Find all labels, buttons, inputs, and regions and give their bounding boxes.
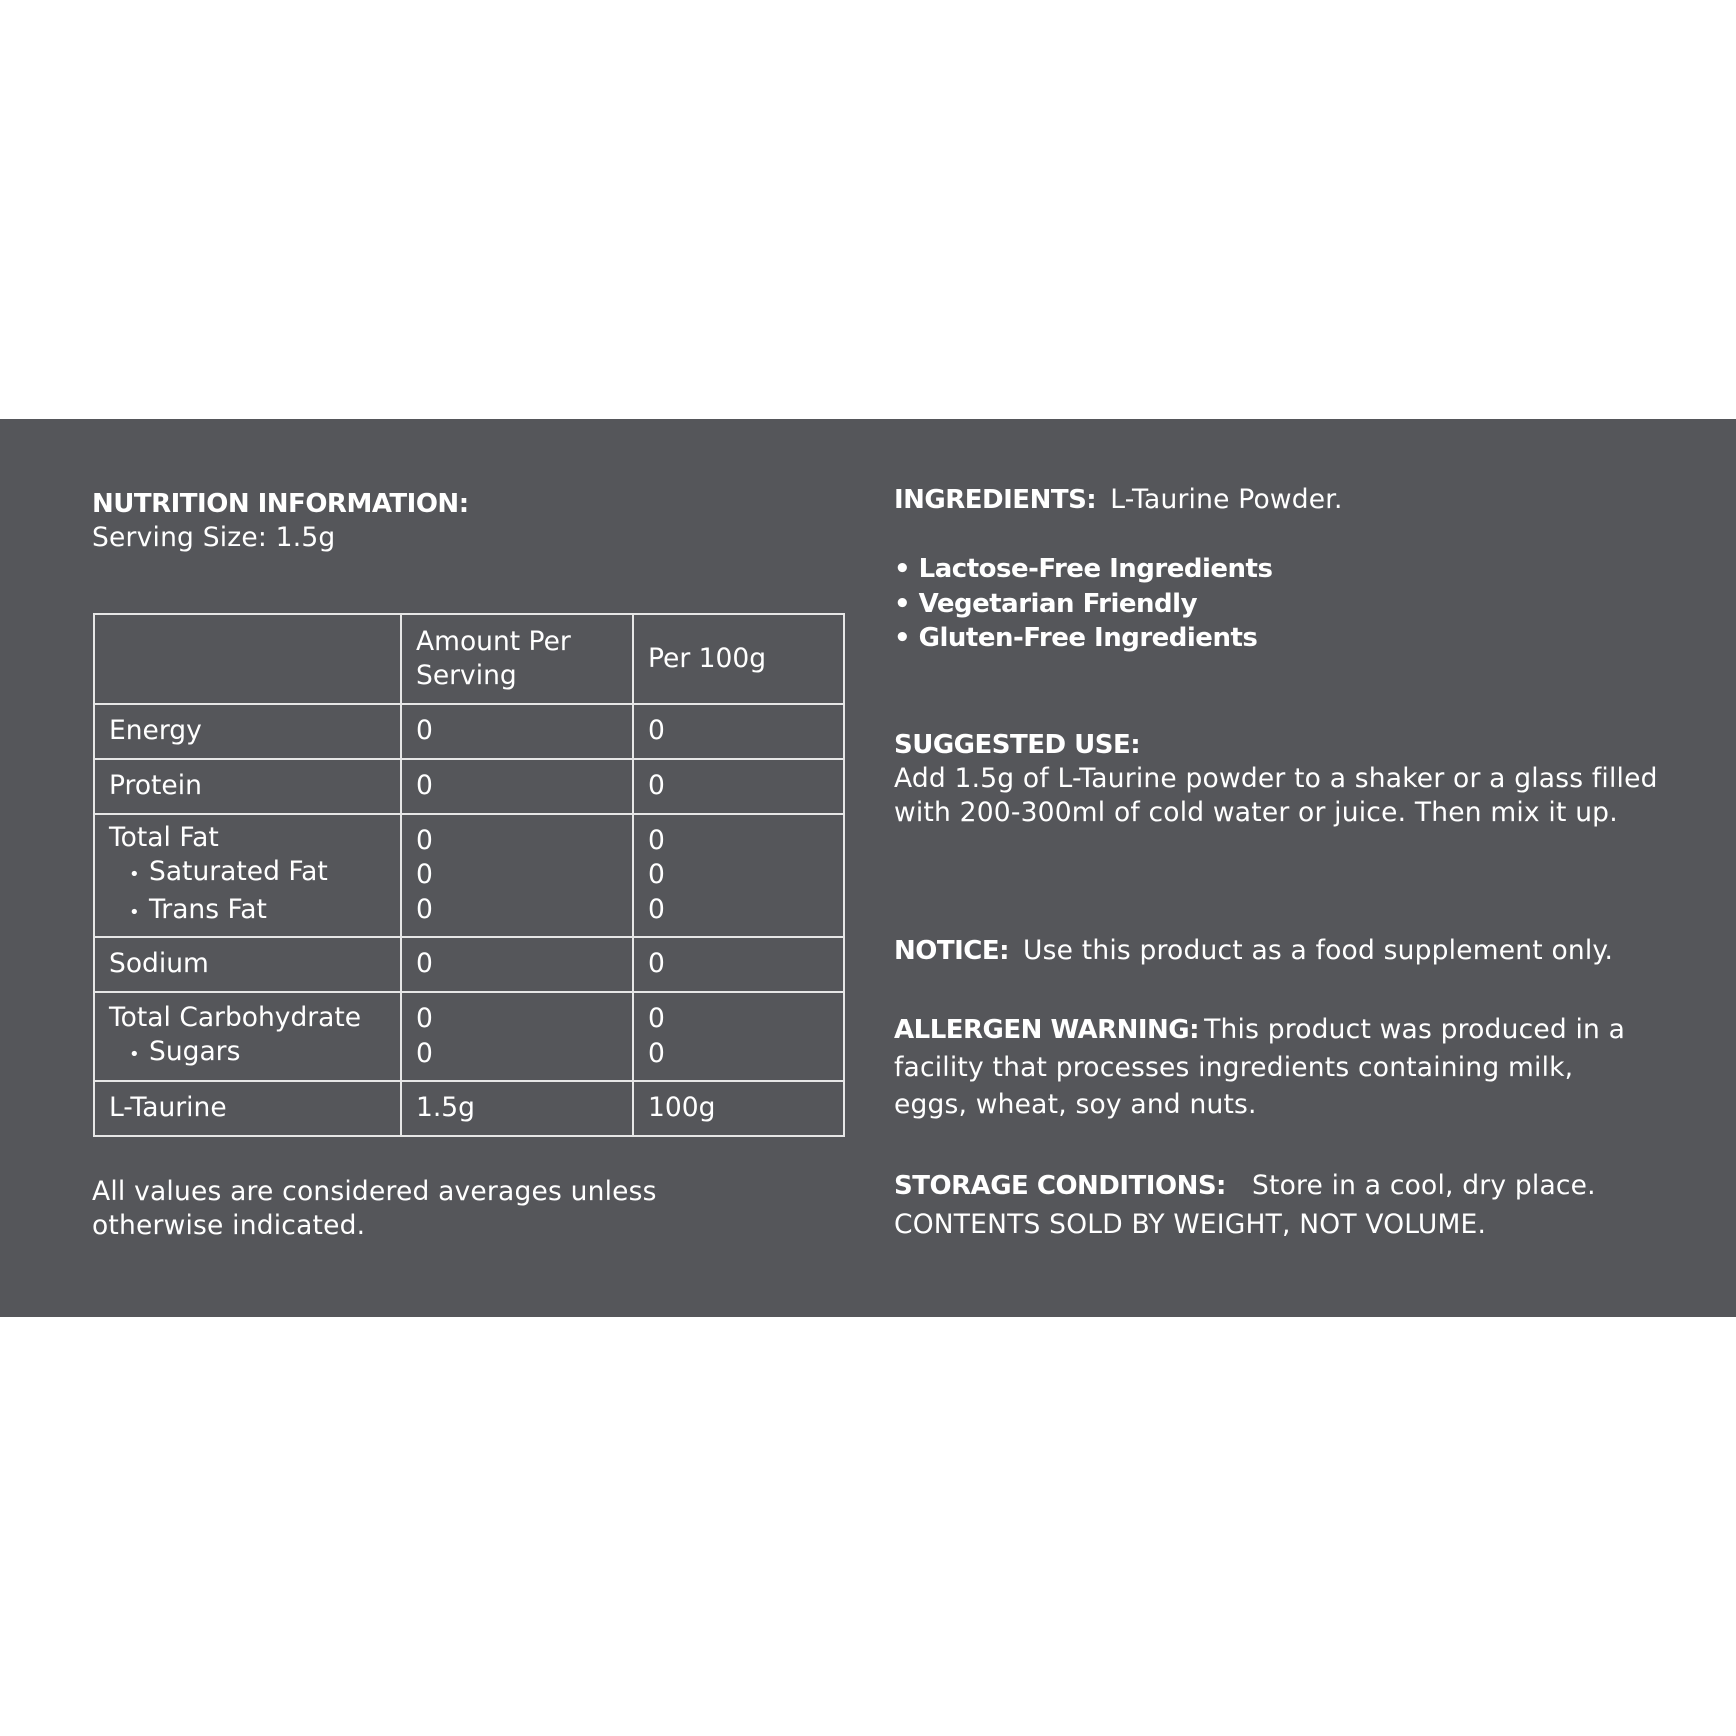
table-row [94, 992, 844, 1081]
row-label-trans-fat-line [109, 893, 386, 931]
feature-vegetarian: • Vegetarian Friendly [894, 588, 1198, 619]
row-label-trans-fat: Trans Fat [149, 893, 267, 925]
header-amount-per-serving-text: Amount Per Serving [416, 625, 571, 691]
row-serving-sugars: 0 [416, 1037, 433, 1069]
row-100g-sugars: 0 [648, 1037, 665, 1069]
table-row [94, 814, 844, 937]
table-row [94, 759, 844, 814]
row-serving-carb-group [401, 992, 633, 1081]
table-row [94, 704, 844, 759]
row-100g-fat-group [633, 814, 844, 937]
row-label-total-fat-group [94, 814, 401, 937]
bullet-icon: • [129, 901, 140, 923]
row-100g-l-taurine: 100g [633, 1081, 844, 1136]
averages-footnote: All values are considered averages unless otherwise indicated. [92, 1176, 657, 1241]
suggested-use-text: Add 1.5g of L-Taurine powder to a shaker or a glass filled with 200-300ml of cold water or juice. Then mix it up. [894, 763, 1658, 828]
label-panel [0, 419, 1736, 1317]
row-serving-total-carbohydrate: 0 [416, 1003, 433, 1034]
row-serving-total-fat: 0 [416, 824, 433, 856]
row-label-sodium: Sodium [94, 937, 401, 992]
row-100g-sodium: 0 [633, 937, 844, 992]
row-serving-sodium: 0 [401, 937, 633, 992]
row-100g-energy: 0 [633, 704, 844, 759]
header-blank [94, 614, 401, 704]
suggested-use-label: SUGGESTED USE: [894, 730, 1141, 760]
row-serving-saturated-fat: 0 [416, 859, 433, 891]
allergen-label: ALLERGEN WARNING: [894, 1015, 1200, 1045]
serving-size: Serving Size: 1.5g [92, 522, 336, 553]
row-serving-protein: 0 [401, 759, 633, 814]
storage-text: Store in a cool, dry place. [1251, 1170, 1596, 1201]
notice-label: NOTICE: [894, 936, 1010, 966]
row-100g-total-fat: 0 [648, 824, 665, 856]
header-amount-per-serving [401, 614, 633, 704]
ingredients-line [894, 483, 1343, 520]
contents-notice: CONTENTS SOLD BY WEIGHT, NOT VOLUME. [894, 1209, 1487, 1240]
table-row [94, 937, 844, 992]
ingredients-label: INGREDIENTS: [894, 485, 1097, 515]
row-label-sugars-line [109, 1035, 386, 1073]
feature-gluten-free: • Gluten-Free Ingredients [894, 623, 1258, 653]
storage-label: STORAGE CONDITIONS: [894, 1171, 1226, 1201]
table-row [94, 1081, 844, 1136]
row-100g-carb-group [633, 992, 844, 1081]
row-serving-energy: 0 [401, 704, 633, 759]
row-100g-protein: 0 [633, 759, 844, 814]
row-serving-l-taurine: 1.5g [401, 1081, 633, 1136]
row-label-saturated-fat: Saturated Fat [149, 856, 328, 888]
bullet-icon: • [129, 864, 140, 886]
row-label-total-carbohydrate: Total Carbohydrate [109, 1001, 362, 1033]
row-label-sugars: Sugars [149, 1036, 241, 1067]
nutrition-title: NUTRITION INFORMATION: [92, 489, 469, 519]
row-serving-fat-group [401, 814, 633, 937]
feature-list [894, 552, 1272, 656]
row-label-protein: Protein [94, 759, 401, 814]
nutrition-table [93, 613, 845, 1137]
row-serving-trans-fat: 0 [416, 893, 433, 925]
notice-line [894, 934, 1613, 971]
ingredients-text: L-Taurine Powder. [1110, 484, 1343, 515]
feature-lactose-free: • Lactose-Free Ingredients [894, 554, 1273, 584]
row-100g-trans-fat: 0 [648, 893, 665, 925]
row-label-l-taurine: L-Taurine [94, 1081, 401, 1136]
allergen-warning [894, 1013, 1654, 1126]
row-label-total-fat: Total Fat [109, 821, 219, 853]
row-100g-saturated-fat: 0 [648, 859, 665, 891]
row-label-saturated-fat-line [109, 855, 386, 893]
bullet-icon: • [129, 1044, 140, 1065]
row-label-energy: Energy [94, 704, 401, 759]
row-100g-total-carbohydrate: 0 [648, 1003, 665, 1034]
allergen-text: This product was produced in a facility that processes ingredients containing milk, eggs, wheat, soy and nuts. [894, 1014, 1626, 1120]
table-header-row [94, 614, 844, 704]
storage-line [894, 1169, 1596, 1206]
header-per-100g: Per 100g [633, 614, 844, 704]
notice-text: Use this product as a food supplement only. [1023, 935, 1614, 966]
row-label-carb-group [94, 992, 401, 1081]
